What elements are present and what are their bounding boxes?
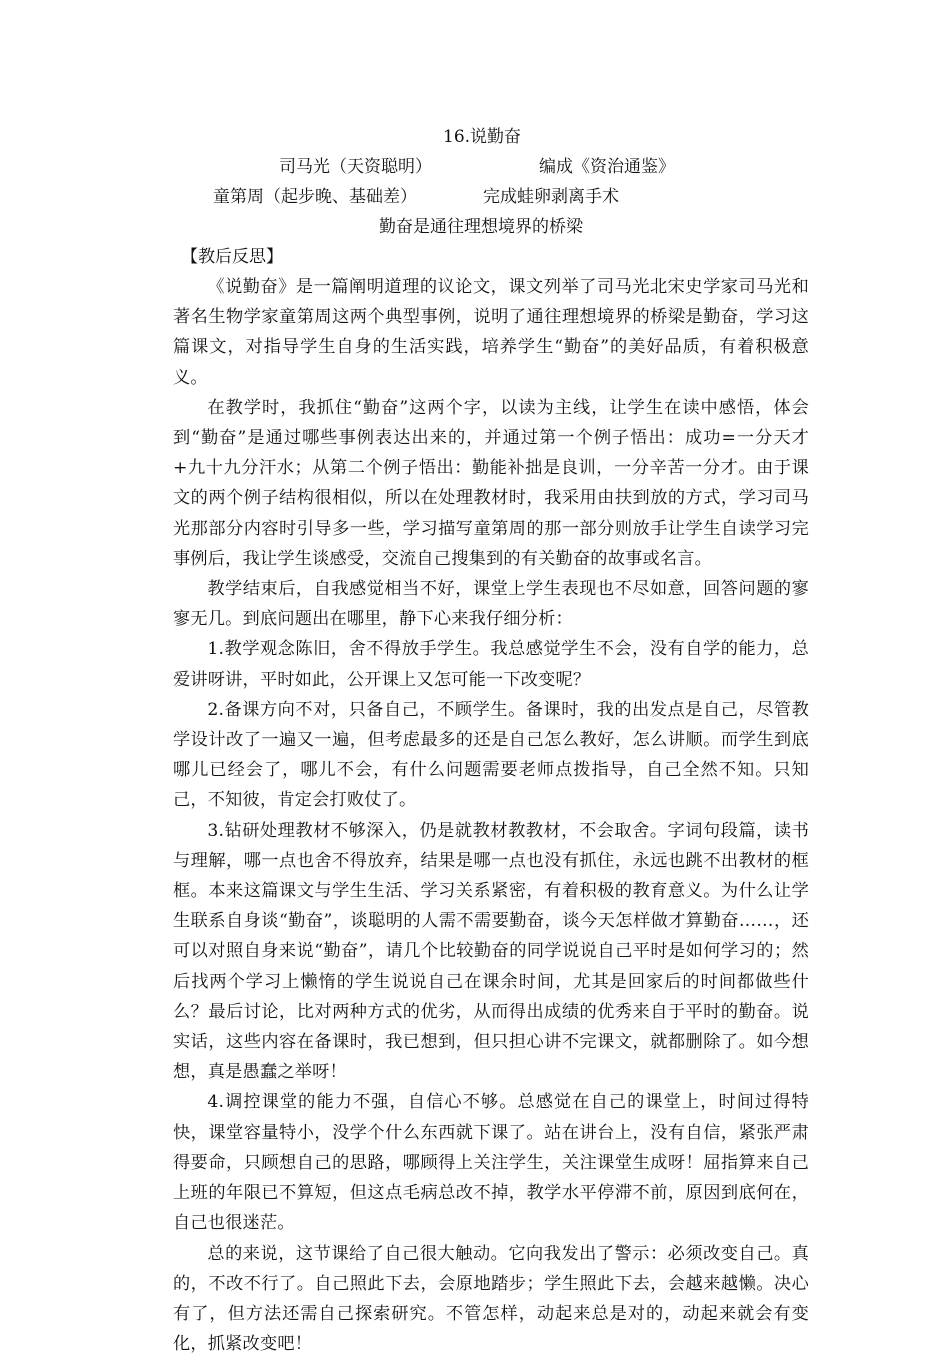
paragraph-2: 在教学时，我抓住“勤奋”这两个字，以读为主线，让学生在读中感悟，体会到“勤奋”是通过哪些事例表达出来的，并通过第一个例子悟出：成功=一分天才+九十九分汗水；从第二个例子悟出：勤能补拙是良训，一分辛苦一分才。由于课文的两个例子结构很相似，所以在处理教材时，我采用由扶到放的方式，学习司马光那部分内容时引导多一些，学习描写童第周的那一部分则放手让学生自读学习完事例后，我让学生谈感受，交流自己搜集到的有关勤奋的故事或名言。 [173, 393, 809, 574]
summary-row-1-left: 司马光（天资聪明） [279, 152, 432, 182]
paragraph-8: 总的来说，这节课给了自己很大触动。它向我发出了警示：必须改变自己。真的，不改不行了。自己照此下去，会原地踏步；学生照此下去，会越来越懒。决心有了，但方法还需自己探索研究。不管怎样，动起来总是对的，动起来就会有变化，抓紧改变吧！ [173, 1239, 809, 1359]
summary-row-1-right: 编成《资治通鉴》 [539, 152, 675, 182]
paragraph-4: 1.教学观念陈旧，舍不得放手学生。我总感觉学生不会，没有自学的能力，总爱讲呀讲，平时如此，公开课上又怎可能一下改变呢？ [173, 634, 809, 694]
summary-row-2 [173, 182, 809, 212]
paragraph-1: 《说勤奋》是一篇阐明道理的议论文，课文列举了司马光北宋史学家司马光和著名生物学家童第周这两个典型事例，说明了通往理想境界的桥梁是勤奋，学习这篇课文，对指导学生自身的生活实践，培养学生“勤奋”的美好品质，有着积极意义。 [173, 272, 809, 393]
section-heading: 【教后反思】 [181, 242, 809, 272]
paragraph-5: 2.备课方向不对，只备自己，不顾学生。备课时，我的出发点是自己，尽管教学设计改了一遍又一遍，但考虑最多的还是自己怎么教好，怎么讲顺。而学生到底哪儿已经会了，哪儿不会，有什么问题需要老师点拨指导，自己全然不知。只知己，不知彼，肯定会打败仗了。 [173, 695, 809, 816]
summary-row-1 [173, 152, 809, 182]
summary-row-2-right: 完成蛙卵剥离手术 [483, 182, 619, 212]
paragraph-6: 3.钻研处理教材不够深入，仍是就教材教教材，不会取舍。字词句段篇，读书与理解，哪一点也舍不得放弃，结果是哪一点也没有抓住，永远也跳不出教材的框框。本来这篇课文与学生生活、学习关系紧密，有着积极的教育意义。为什么让学生联系自身谈“勤奋”，谈聪明的人需不需要勤奋，谈今天怎样做才算勤奋……，还可以对照自身来说“勤奋”，请几个比较勤奋的同学说说自己平时是如何学习的；然后找两个学习上懒惰的学生说说自己在课余时间，尤其是回家后的时间都做些什么？最后讨论，比对两种方式的优劣，从而得出成绩的优秀来自于平时的勤奋。说实话，这些内容在备课时，我已想到，但只担心讲不完课文，就都删除了。如今想想，真是愚蠢之举呀！ [173, 816, 809, 1088]
paragraph-3: 教学结束后，自我感觉相当不好，课堂上学生表现也不尽如意，回答问题的寥寥无几。到底问题出在哪里，静下心来我仔细分析： [173, 574, 809, 634]
summary-row-2-left: 童第周（起步晚、基础差） [213, 182, 417, 212]
document-page [173, 122, 809, 1359]
lesson-title: 16.说勤奋 [443, 122, 521, 152]
summary-conclusion: 勤奋是通往理想境界的桥梁 [379, 212, 583, 242]
summary-conclusion-row [173, 212, 809, 242]
board-title [173, 122, 809, 152]
paragraph-7: 4.调控课堂的能力不强，自信心不够。总感觉在自己的课堂上，时间过得特快，课堂容量特小，没学个什么东西就下课了。站在讲台上，没有自信，紧张严肃得要命，只顾想自己的思路，哪顾得上关注学生，关注课堂生成呀！屈指算来自己上班的年限已不算短，但这点毛病总改不掉，教学水平停滞不前，原因到底何在，自己也很迷茫。 [173, 1087, 809, 1238]
